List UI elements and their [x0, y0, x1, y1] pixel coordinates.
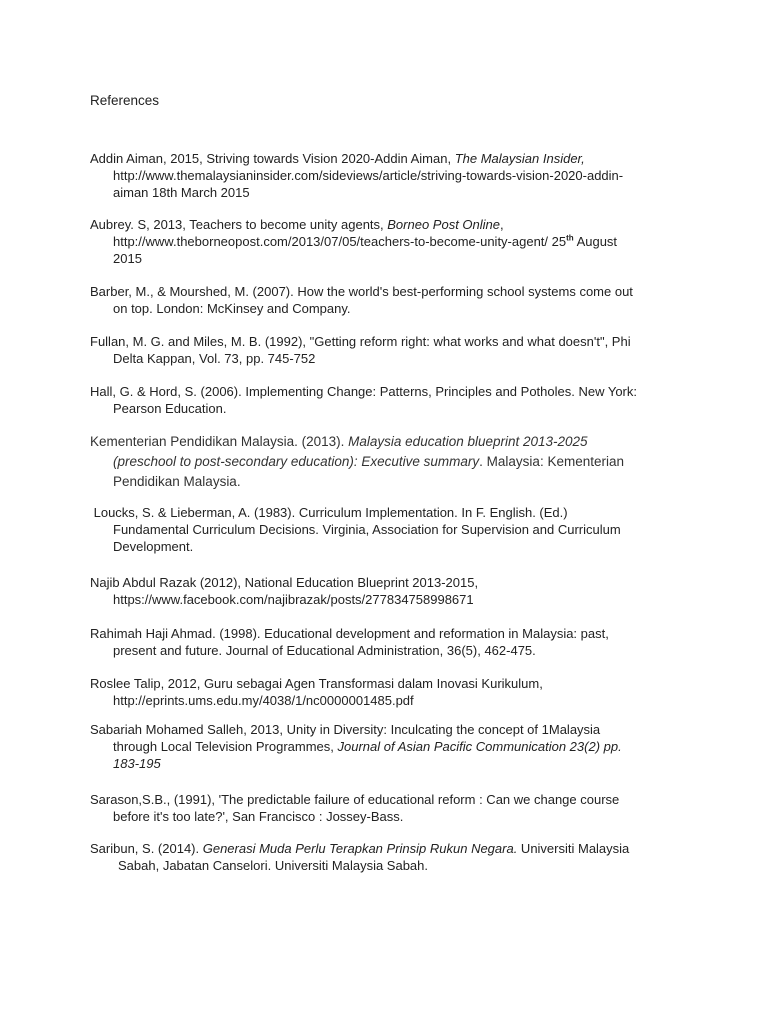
- reference-entry: [90, 574, 478, 608]
- reference-entry: [90, 283, 633, 317]
- reference-entry: [90, 432, 624, 492]
- reference-line: 2015: [113, 251, 142, 266]
- reference-line: Hall, G. & Hord, S. (2006). Implementing Change: Patterns, Principles and Potholes. New York:: [90, 384, 637, 399]
- reference-entry: [90, 383, 637, 417]
- reference-line: 183-195: [113, 756, 161, 771]
- reference-line: Barber, M., & Mourshed, M. (2007). How the world's best-performing school systems come out: [90, 284, 633, 299]
- reference-line: Pearson Education.: [113, 401, 227, 416]
- reference-line: on top. London: McKinsey and Company.: [113, 301, 351, 316]
- reference-line: before it's too late?', San Francisco : Jossey-Bass.: [113, 809, 404, 824]
- reference-text: . Malaysia: Kementerian: [479, 454, 624, 469]
- reference-line: Delta Kappan, Vol. 73, pp. 745-752: [113, 351, 316, 366]
- reference-text: Universiti Malaysia: [517, 841, 630, 856]
- reference-entry: [90, 625, 609, 659]
- reference-url: http://eprints.ums.edu.my/4038/1/nc0000001485.pdf: [113, 693, 414, 708]
- reference-line: [90, 840, 629, 857]
- reference-text: Kementerian Pendidikan Malaysia. (2013).: [90, 434, 349, 449]
- reference-line: Sarason,S.B., (1991), 'The predictable failure of educational reform : Can we change course: [90, 792, 620, 807]
- reference-line: Roslee Talip, 2012, Guru sebagai Agen Transformasi dalam Inovasi Kurikulum,: [90, 676, 543, 691]
- reference-line: present and future. Journal of Educational Administration, 36(5), 462-475.: [113, 643, 536, 658]
- reference-source-title: Malaysia education blueprint 2013-2025: [348, 434, 588, 449]
- reference-text: Saribun, S. (2014).: [90, 841, 203, 856]
- reference-text: Aubrey. S, 2013, Teachers to become unity agents,: [90, 217, 388, 232]
- reference-line: aiman 18th March 2015: [113, 185, 250, 200]
- reference-entry: [90, 150, 623, 201]
- reference-line: [90, 738, 622, 755]
- reference-source-title: Journal of Asian Pacific Communication 23(2) pp.: [337, 739, 622, 754]
- reference-url: http://www.themalaysianinsider.com/sideviews/article/striving-towards-vision-2020-addin-: [113, 168, 624, 183]
- reference-text: through Local Television Programmes,: [113, 739, 338, 754]
- reference-line: [90, 432, 624, 452]
- reference-source-title: The Malaysian Insider,: [454, 151, 585, 166]
- page-heading: References: [90, 93, 160, 108]
- reference-source-title: Borneo Post Online: [387, 217, 500, 232]
- reference-line: [90, 150, 623, 167]
- reference-source-title: (preschool to post-secondary education): Executive summary: [113, 454, 480, 469]
- reference-line: Sabariah Mohamed Salleh, 2013, Unity in Diversity: Inculcating the concept of 1Malaysia: [90, 722, 601, 737]
- reference-line: Development.: [113, 539, 194, 554]
- reference-text: August: [573, 234, 618, 249]
- reference-entry: [90, 791, 619, 825]
- reference-text: ,: [500, 217, 504, 232]
- reference-entry: [90, 216, 617, 267]
- reference-line: [90, 216, 617, 233]
- reference-line: Pendidikan Malaysia.: [113, 474, 241, 489]
- reference-entry: [90, 721, 622, 772]
- reference-line: Fullan, M. G. and Miles, M. B. (1992), "Getting reform right: what works and what doesn't", Phi: [90, 334, 631, 349]
- reference-source-title: Generasi Muda Perlu Terapkan Prinsip Rukun Negara.: [202, 841, 518, 856]
- reference-entry: [90, 675, 543, 709]
- reference-url: https://www.facebook.com/najibrazak/posts/277834758998671: [113, 592, 474, 607]
- reference-line: Fundamental Curriculum Decisions. Virginia, Association for Supervision and Curriculum: [113, 522, 621, 537]
- reference-line: Rahimah Haji Ahmad. (1998). Educational development and reformation in Malaysia: past,: [90, 626, 609, 641]
- reference-line: Loucks, S. & Lieberman, A. (1983). Curriculum Implementation. In F. English. (Ed.): [90, 505, 568, 520]
- reference-line: [90, 233, 617, 250]
- reference-line: Sabah, Jabatan Canselori. Universiti Malaysia Sabah.: [118, 858, 429, 873]
- reference-url: http://www.theborneopost.com/2013/07/05/teachers-to-become-unity-agent/ 25: [113, 234, 567, 249]
- reference-line: [90, 452, 624, 472]
- reference-entry: [90, 840, 629, 874]
- reference-line: Najib Abdul Razak (2012), National Education Blueprint 2013-2015,: [90, 575, 479, 590]
- ordinal-suffix: th: [566, 233, 574, 243]
- reference-entry: [90, 504, 621, 555]
- reference-entry: [90, 333, 631, 367]
- reference-text: Addin Aiman, 2015, Striving towards Vision 2020-Addin Aiman,: [90, 151, 455, 166]
